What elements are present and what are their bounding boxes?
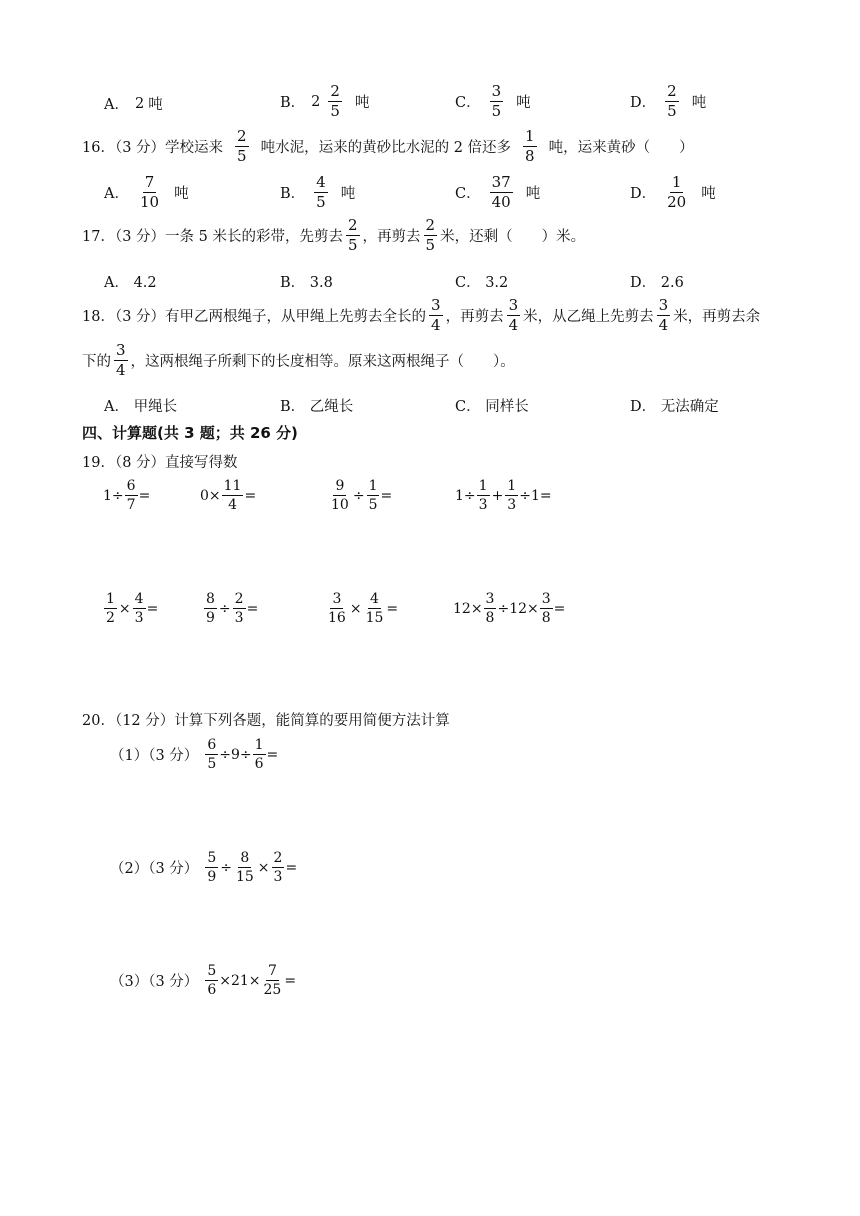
fraction — [429, 298, 443, 333]
text-span: ×21× — [219, 972, 261, 989]
text-span: = — [285, 859, 298, 876]
fraction-denominator: 5 — [491, 102, 502, 120]
fraction-numerator: 3 — [116, 341, 126, 359]
fraction-denominator: 3 — [134, 610, 144, 626]
q19-expr-7 — [325, 592, 398, 625]
fraction-numerator: 1 — [478, 478, 488, 494]
q19-expr-3 — [328, 479, 392, 512]
fraction-numerator: 6 — [207, 737, 217, 753]
fraction — [665, 175, 688, 210]
fraction-numerator: 3 — [431, 296, 441, 314]
fraction-numerator: 1 — [368, 478, 378, 494]
fraction — [505, 479, 518, 512]
text-span: 吨 — [691, 95, 707, 111]
text-span: 米，从乙绳上先剪去 — [523, 309, 654, 325]
text-span: 18．（3 分）有甲乙两根绳子，从甲绳上先剪去全长的 — [82, 309, 427, 325]
text-span: ，再剪去 — [445, 309, 504, 325]
fraction-numerator: 8 — [206, 591, 215, 607]
text-span: 1÷ — [455, 487, 476, 504]
fraction-denominator: 6 — [254, 756, 264, 772]
fraction-numerator: 3 — [491, 82, 502, 100]
fraction — [253, 738, 266, 771]
text-span: （1）（3 分） — [110, 748, 199, 764]
fraction — [490, 175, 513, 210]
fraction-denominator: 15 — [365, 610, 384, 626]
fraction-denominator: 8 — [525, 147, 535, 165]
fraction-denominator: 5 — [330, 102, 340, 120]
fraction-denominator: 40 — [491, 193, 511, 211]
text-span: （2）（3 分） — [110, 861, 199, 877]
fraction-denominator: 5 — [316, 193, 326, 211]
text-span: 16．（3 分）学校运来 — [82, 140, 224, 156]
fraction-numerator: 2 — [330, 82, 340, 100]
fraction-denominator: 4 — [508, 316, 519, 334]
q18-option-c: C． 同样长 — [455, 399, 529, 415]
text-span: 吨 — [516, 95, 531, 111]
text-span: = — [244, 487, 257, 504]
fraction-denominator: 4 — [658, 316, 669, 334]
fraction-denominator: 20 — [667, 193, 687, 211]
fraction-numerator: 6 — [126, 478, 136, 494]
text-span: 米，再剪去余 — [673, 309, 761, 325]
fraction — [205, 851, 218, 884]
text-span: × — [349, 600, 362, 617]
text-span: A． — [104, 186, 129, 202]
fraction-denominator: 15 — [235, 869, 254, 885]
fraction-numerator: 4 — [370, 591, 379, 607]
text-span: ，这两根绳子所剩下的长度相等。原来这两根绳子（ ）。 — [130, 354, 515, 370]
section-title: 四、计算题(共 3 题；共 26 分) — [82, 424, 298, 442]
fraction — [507, 298, 521, 333]
fraction — [204, 592, 217, 625]
fraction — [477, 479, 490, 512]
text-span: 17．（3 分）一条 5 米长的彩带，先剪去 — [82, 229, 343, 245]
fraction-denominator: 10 — [139, 193, 160, 211]
fraction — [367, 479, 380, 512]
text-span: ÷ — [352, 487, 365, 504]
text-span: 吨水泥，运来的黄砂比水泥的 2 倍还多 — [260, 140, 512, 156]
text-span: D． — [630, 186, 657, 202]
q20-part-2 — [110, 851, 297, 884]
fraction-numerator: 4 — [316, 173, 326, 191]
fraction — [329, 479, 351, 512]
text-span: = — [553, 600, 566, 617]
fraction — [114, 343, 128, 378]
fraction-denominator: 25 — [263, 982, 282, 998]
fraction — [424, 218, 438, 253]
q15-option-c — [455, 84, 531, 119]
text-span: ，再剪去 — [362, 229, 421, 245]
fraction — [364, 592, 386, 625]
text-span: = — [246, 600, 259, 617]
fraction — [222, 479, 244, 512]
fraction-denominator: 5 — [425, 236, 436, 254]
q15-option-d — [630, 84, 706, 119]
fraction-numerator: 2 — [237, 127, 247, 145]
q19-title: 19．（8 分）直接写得数 — [82, 455, 238, 471]
fraction-denominator: 5 — [347, 236, 358, 254]
text-span: C． — [455, 95, 481, 111]
text-span: × — [118, 600, 131, 617]
fraction-denominator: 3 — [273, 869, 283, 885]
fraction — [490, 84, 504, 119]
fraction-numerator: 1 — [106, 591, 115, 607]
fraction-numerator: 2 — [425, 216, 436, 234]
fraction-numerator: 2 — [667, 82, 677, 100]
text-span: ÷ — [218, 600, 231, 617]
fraction — [540, 592, 553, 625]
fraction — [138, 175, 161, 210]
fraction-numerator: 3 — [332, 591, 342, 607]
q17-option-a: A． 4.2 — [104, 275, 157, 291]
fraction-denominator: 4 — [228, 497, 238, 513]
fraction-numerator: 5 — [207, 963, 217, 979]
fraction — [205, 738, 218, 771]
fraction-denominator: 4 — [116, 361, 126, 379]
q19-expr-1 — [103, 479, 150, 512]
q18-option-d: D． 无法确定 — [630, 399, 719, 415]
q20-part-1 — [110, 738, 278, 771]
fraction — [665, 84, 679, 119]
fraction — [262, 964, 284, 997]
fraction-denominator: 7 — [126, 497, 136, 513]
text-span: + — [491, 487, 504, 504]
q15-option-b — [280, 84, 369, 119]
fraction-numerator: 4 — [134, 591, 144, 607]
q18-stem-line2 — [82, 343, 515, 378]
text-span: 12× — [453, 600, 483, 617]
fraction-numerator: 1 — [507, 478, 517, 494]
fraction-numerator: 3 — [508, 296, 519, 314]
fraction — [314, 175, 328, 210]
fraction — [125, 479, 138, 512]
text-span: ÷12× — [497, 600, 539, 617]
q17-option-b: B． 3.8 — [280, 275, 333, 291]
fraction-numerator: 1 — [525, 127, 535, 145]
q16-stem — [82, 129, 694, 164]
q19-expr-6 — [203, 592, 258, 625]
text-span: 吨 — [701, 186, 716, 202]
fraction-numerator: 11 — [223, 478, 242, 494]
text-span: A． — [104, 97, 129, 113]
fraction-numerator: 1 — [254, 737, 264, 753]
fraction-denominator: 4 — [431, 316, 441, 334]
fraction-numerator: 3 — [485, 591, 495, 607]
q20-part-3 — [110, 964, 296, 997]
text-span: D． — [630, 95, 657, 111]
fraction-numerator: 3 — [541, 591, 551, 607]
fraction-denominator: 5 — [237, 147, 247, 165]
text-span: 0× — [200, 487, 221, 504]
fraction-denominator: 5 — [368, 497, 378, 513]
text-span: = — [386, 600, 399, 617]
q17-option-c: C． 3.2 — [455, 275, 509, 291]
text-span: 吨 — [174, 186, 189, 202]
q16-option-a — [104, 175, 189, 210]
q19-expr-5 — [103, 592, 158, 625]
q16-option-b — [280, 175, 355, 210]
fraction — [328, 84, 342, 119]
text-span: B． — [280, 95, 306, 111]
text-span: = — [146, 600, 159, 617]
q19-expr-8 — [453, 592, 565, 625]
q17-stem — [82, 218, 585, 253]
fraction-denominator: 10 — [331, 497, 349, 513]
text-span: 米，还剩（ ）米。 — [440, 229, 586, 245]
fraction-denominator: 3 — [478, 497, 488, 513]
text-span: 1÷ — [103, 487, 124, 504]
q16-option-d — [630, 175, 716, 210]
text-span: C． — [455, 186, 481, 202]
fraction — [326, 592, 348, 625]
q18-option-b: B． 乙绳长 — [280, 399, 354, 415]
q18-stem-line1 — [82, 298, 760, 333]
text-span: ÷1= — [519, 487, 552, 504]
text-span: ÷ — [220, 859, 232, 876]
fraction-denominator: 6 — [207, 982, 217, 998]
fraction — [484, 592, 497, 625]
q17-option-d: D． 2.6 — [630, 275, 684, 291]
fraction — [133, 592, 146, 625]
fraction-numerator: 7 — [267, 963, 277, 979]
q20-title: 20．（12 分）计算下列各题，能简算的要用简便方法计算 — [82, 713, 450, 729]
text-span: × — [257, 859, 270, 876]
text-span: 2 — [134, 95, 145, 112]
fraction-numerator: 2 — [347, 216, 358, 234]
fraction-numerator: 2 — [234, 591, 244, 607]
text-span: 吨 — [525, 186, 541, 202]
fraction-denominator: 8 — [485, 610, 495, 626]
fraction-numerator: 37 — [491, 173, 511, 191]
fraction — [523, 129, 537, 164]
q19-expr-2 — [200, 479, 256, 512]
text-span: ÷9÷ — [219, 746, 252, 763]
fraction — [657, 298, 671, 333]
q16-option-c — [455, 175, 540, 210]
fraction — [205, 964, 218, 997]
fraction-numerator: 3 — [658, 296, 669, 314]
fraction-denominator: 5 — [207, 756, 217, 772]
text-span: = — [284, 972, 297, 989]
text-span: 吨 — [148, 97, 163, 113]
fraction-denominator: 9 — [207, 869, 217, 885]
fraction-numerator: 8 — [240, 850, 250, 866]
fraction-denominator: 9 — [206, 610, 215, 626]
q18-option-a: A． 甲绳长 — [104, 399, 178, 415]
fraction-numerator: 9 — [335, 478, 345, 494]
fraction-denominator: 8 — [541, 610, 551, 626]
q19-expr-4 — [455, 479, 552, 512]
fraction-denominator: 3 — [234, 610, 244, 626]
q15-option-a — [104, 93, 163, 114]
fraction-numerator: 5 — [207, 850, 217, 866]
text-span: 下的 — [82, 354, 111, 370]
fraction — [235, 129, 249, 164]
text-span: = — [380, 487, 393, 504]
text-span: 吨，运来黄砂（ ） — [548, 140, 694, 156]
fraction-numerator: 1 — [671, 173, 682, 191]
fraction-denominator: 5 — [667, 102, 677, 120]
text-span: 吨 — [354, 95, 370, 111]
fraction — [346, 218, 360, 253]
fraction — [234, 851, 256, 884]
fraction-numerator: 2 — [273, 850, 283, 866]
text-span: B． — [280, 186, 306, 202]
fraction — [104, 592, 117, 625]
text-span: = — [266, 746, 279, 763]
fraction-numerator: 7 — [144, 173, 155, 191]
fraction-denominator: 3 — [507, 497, 517, 513]
text-span: = — [138, 487, 151, 504]
text-span: （3）（3 分） — [110, 974, 199, 990]
fraction-denominator: 16 — [328, 610, 346, 626]
text-span: 2 — [311, 93, 321, 110]
fraction — [272, 851, 285, 884]
text-span: 吨 — [340, 186, 356, 202]
fraction-denominator: 2 — [106, 610, 115, 626]
fraction — [233, 592, 246, 625]
